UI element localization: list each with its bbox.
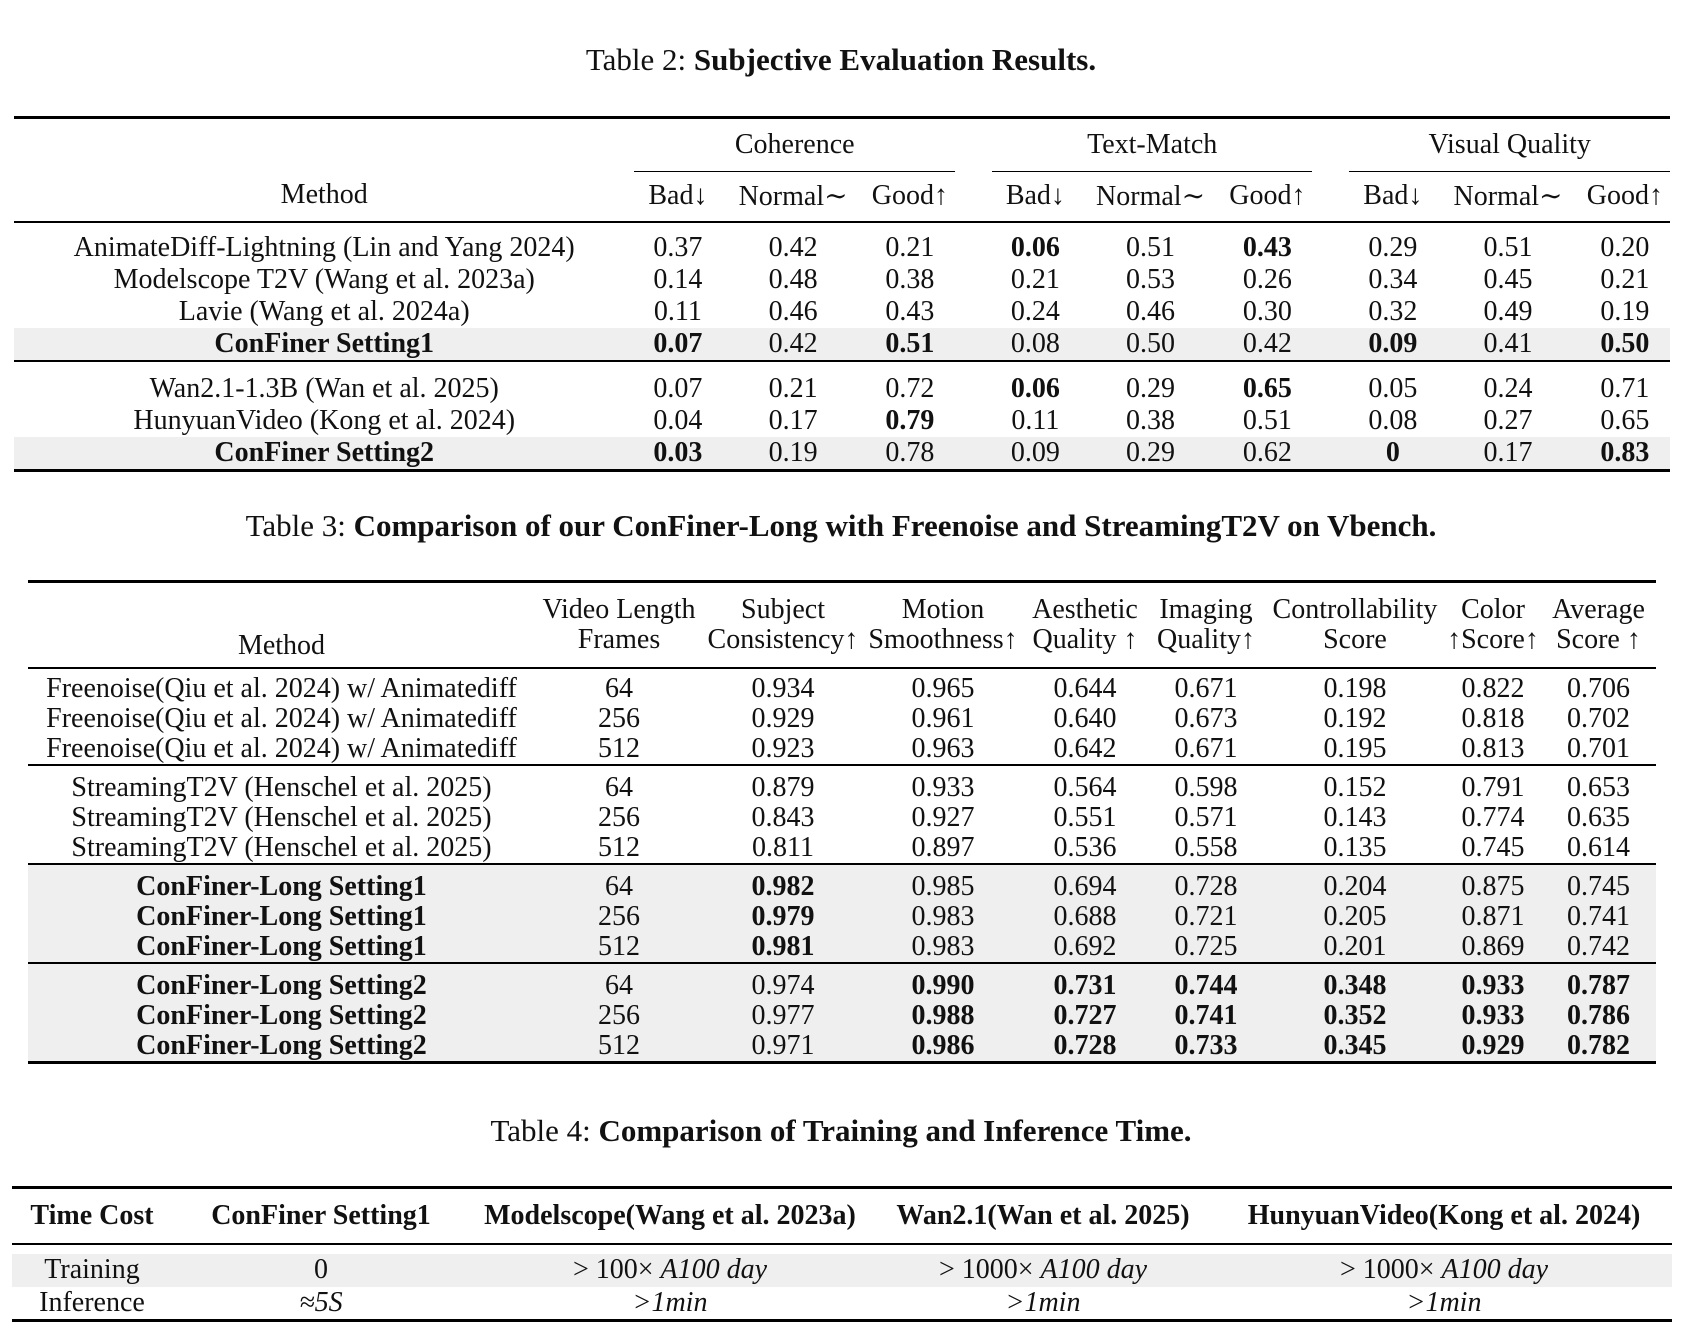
- table3-cell: 0.352: [1265, 1001, 1445, 1031]
- table3-cell: 0.536: [1053, 831, 1117, 863]
- table4-header-confiner: ConFiner Setting1: [172, 1188, 470, 1244]
- table2-cell: 0.38: [1126, 404, 1176, 436]
- table3-cell: 64: [605, 672, 633, 704]
- table2-cell: 0.24: [1436, 361, 1579, 405]
- table4-header-wan: Wan2.1(Wan et al. 2025): [870, 1188, 1216, 1244]
- table3-cell: 0.983: [863, 902, 1023, 932]
- table2-cell: 0.04: [653, 404, 703, 436]
- table3-method: StreamingT2V (Henschel et al. 2025): [28, 765, 535, 803]
- table2-cell: 0.42: [721, 328, 864, 361]
- table3-cell: 0.990: [863, 963, 1023, 1001]
- table3-cell: 0.728: [1023, 1031, 1147, 1063]
- table2-cell: 0.65: [1600, 404, 1650, 436]
- table2-cell: 0.65: [1222, 361, 1312, 405]
- table3-cell: 0.927: [911, 801, 975, 833]
- table3-cell: 0.933: [1445, 1001, 1541, 1031]
- table2-row: [14, 264, 1670, 296]
- table4-header-hunyuan: HunyuanVideo(Kong et al. 2024): [1216, 1188, 1672, 1244]
- table3-cell: 64: [535, 963, 703, 1001]
- table2-cell: 0.05: [1349, 361, 1436, 405]
- table2-cell: 0.07: [634, 361, 721, 405]
- table2-cell: 0.07: [634, 328, 721, 361]
- table3-row: [28, 864, 1656, 902]
- table3-cell: 0.923: [751, 732, 815, 764]
- table3-row: [28, 668, 1656, 704]
- table3-cell: 0.971: [703, 1031, 863, 1063]
- table2-method: AnimateDiff-Lightning (Lin and Yang 2024): [73, 231, 575, 263]
- table2-cell: 0.53: [1126, 263, 1176, 295]
- table3-cell: 0.787: [1541, 963, 1656, 1001]
- table2-method-header: Method: [14, 118, 634, 222]
- table2-cell: 0.45: [1483, 263, 1533, 295]
- table3-cell: 0.204: [1265, 864, 1445, 902]
- table3-cell: 0.692: [1023, 932, 1147, 963]
- table2-cell: 0.32: [1368, 295, 1418, 327]
- table3-cell: 0.933: [1445, 963, 1541, 1001]
- table3-cell: 0.205: [1265, 902, 1445, 932]
- table3-cell: 0.818: [1461, 702, 1525, 734]
- table3-cell: 512: [535, 1031, 703, 1063]
- table3-cell: 0.869: [1445, 932, 1541, 963]
- table3-row: [28, 803, 1656, 833]
- table2-cell: 0.46: [1126, 295, 1176, 327]
- table2-cell: 0.21: [721, 361, 864, 405]
- table3-cell: 0.813: [1461, 732, 1525, 764]
- table3-row: [28, 902, 1656, 932]
- table3-method: ConFiner-Long Setting2: [28, 1001, 535, 1031]
- table3-header-color-score: Color ↑Score↑: [1445, 582, 1541, 668]
- table3-cell: 0.745: [1541, 864, 1656, 902]
- table3-cell: 0.733: [1147, 1031, 1265, 1063]
- table2-cell: 0.48: [768, 263, 818, 295]
- table2-cell: 0.46: [768, 295, 818, 327]
- table4-row-inference: [12, 1287, 1672, 1321]
- table2-cell: 0.43: [1242, 231, 1292, 263]
- table4-row-training: [12, 1254, 1672, 1287]
- table3-row: [28, 932, 1656, 963]
- table3-cell: 0.702: [1567, 702, 1630, 734]
- table2-cell: 0.51: [1483, 231, 1533, 263]
- table3-cell: 0.671: [1174, 732, 1238, 764]
- table2-cell: 0.09: [992, 437, 1079, 471]
- table3-cell: 0.192: [1323, 702, 1387, 734]
- table3-cell: 0.642: [1053, 732, 1117, 764]
- table3-method: Freenoise(Qiu et al. 2024) w/ Animatediff: [46, 702, 517, 734]
- table3-caption: Table 3: Comparison of our ConFiner-Long with Freenoise and StreamingT2V on Vbench.: [245, 508, 1437, 543]
- table2-cell: 0.09: [1349, 328, 1436, 361]
- table3-cell: 0.201: [1265, 932, 1445, 963]
- table3-cell: 0.135: [1323, 831, 1387, 863]
- table3-header-video-length: Video Length Frames: [535, 582, 703, 668]
- table2-cell: 0.83: [1580, 437, 1670, 471]
- table3-cell: 0.731: [1023, 963, 1147, 1001]
- table3-header-subject-consistency: Subject Consistency↑: [703, 582, 863, 668]
- table3-cell: 0.979: [703, 902, 863, 932]
- table2-cell: 0.78: [865, 437, 955, 471]
- table2-cell: 0.24: [1010, 295, 1060, 327]
- table3-cell: 64: [535, 765, 703, 803]
- table2-cell: 0.49: [1483, 295, 1533, 327]
- table2-subcol-normal: Normal∼: [1436, 172, 1579, 222]
- table2-cell: 0.42: [1222, 328, 1312, 361]
- table3-cell: 256: [598, 801, 640, 833]
- table3-cell: 0.977: [703, 1001, 863, 1031]
- table3-cell: 0.988: [863, 1001, 1023, 1031]
- table2-method: HunyuanVideo (Kong et al. 2024): [133, 404, 516, 436]
- table3-row: [28, 1031, 1656, 1063]
- table3-cell: 0.929: [751, 702, 815, 734]
- table2-cell: 0.19: [721, 437, 864, 471]
- table4-cell: > 1000× A100 day: [1216, 1254, 1672, 1287]
- table2-cell: 0.38: [885, 263, 935, 295]
- table3-cell: 0.688: [1023, 902, 1147, 932]
- table2-subcol-bad: Bad↓: [992, 172, 1079, 222]
- table3-header-aesthetic-quality: Aesthetic Quality ↑: [1023, 582, 1147, 668]
- table3-method: StreamingT2V (Henschel et al. 2025): [71, 801, 492, 833]
- table3-cell: 0.348: [1265, 963, 1445, 1001]
- table2-cell: 0.20: [1600, 231, 1650, 263]
- table2-method: ConFiner Setting2: [14, 437, 634, 471]
- table2-cell: 0.79: [885, 404, 935, 436]
- table3-cell: 0.875: [1445, 864, 1541, 902]
- table3-cell: 0.879: [703, 765, 863, 803]
- table3-cell: 0.345: [1265, 1031, 1445, 1063]
- table2-cell: 0: [1349, 437, 1436, 471]
- table3-row: [28, 765, 1656, 803]
- table2-cell: 0.06: [992, 361, 1079, 405]
- table3-cell: 0.671: [1174, 672, 1238, 704]
- table3-cell: 0.981: [703, 932, 863, 963]
- table3-cell: 0.653: [1541, 765, 1656, 803]
- table4-cell: >1min: [1216, 1287, 1672, 1321]
- table2-subcol-bad: Bad↓: [634, 172, 721, 222]
- table3-cell: 0.741: [1541, 902, 1656, 932]
- table2-cell: 0.62: [1222, 437, 1312, 471]
- table4: [12, 1186, 1672, 1322]
- table3-cell: 0.558: [1174, 831, 1238, 863]
- table2-method: Lavie (Wang et al. 2024a): [178, 295, 470, 327]
- table3-cell: 512: [535, 932, 703, 963]
- table3-cell: 0.982: [703, 864, 863, 902]
- table3-row: [28, 963, 1656, 1001]
- table2-cell: 0.29: [1368, 231, 1418, 263]
- table3-cell: 0.791: [1445, 765, 1541, 803]
- table3-header-motion-smoothness: Motion Smoothness↑: [863, 582, 1023, 668]
- table2-cell: 0.34: [1368, 263, 1418, 295]
- table3-cell: 0.983: [863, 932, 1023, 963]
- table2-row: [14, 328, 1670, 361]
- table2-cell: 0.11: [1011, 404, 1060, 436]
- table3-cell: 0.986: [863, 1031, 1023, 1063]
- table3-method: ConFiner-Long Setting2: [28, 963, 535, 1001]
- table2-subcol-good: Good↑: [865, 172, 955, 222]
- table2-subcol-normal: Normal∼: [1079, 172, 1222, 222]
- table3-cell: 256: [598, 702, 640, 734]
- table3-method-header: Method: [28, 582, 535, 668]
- table2-caption: Table 2: Subjective Evaluation Results.: [585, 42, 1097, 77]
- table3-cell: 0.963: [911, 732, 975, 764]
- table3-cell: 0.564: [1023, 765, 1147, 803]
- table2-cell: 0.50: [1580, 328, 1670, 361]
- table3-cell: 0.725: [1147, 932, 1265, 963]
- table2-cell: 0.72: [865, 361, 955, 405]
- table2-cell: 0.08: [1368, 404, 1418, 436]
- table3-header-average-score: Average Score ↑: [1541, 582, 1656, 668]
- table2-method: ConFiner Setting1: [14, 328, 634, 361]
- table4-cell: 0: [172, 1254, 470, 1287]
- table2-cell: 0.21: [1600, 263, 1650, 295]
- table2-cell: 0.27: [1483, 404, 1533, 436]
- table2-row: [14, 437, 1670, 471]
- table3-cell: 0.933: [863, 765, 1023, 803]
- table2-cell: 0.19: [1600, 295, 1650, 327]
- table2-group-coherence: Coherence: [634, 118, 955, 172]
- table3-cell: 0.742: [1541, 932, 1656, 963]
- table3-method: Freenoise(Qiu et al. 2024) w/ Animatediff: [46, 732, 517, 764]
- table2-cell: 0.51: [865, 328, 955, 361]
- table3-cell: 0.843: [751, 801, 815, 833]
- table3-cell: 0.152: [1265, 765, 1445, 803]
- table3-cell: 0.143: [1323, 801, 1387, 833]
- table3-header-controllability-score: Controllability Score: [1265, 582, 1445, 668]
- table2-row: [14, 361, 1670, 405]
- table3-cell: 0.198: [1323, 672, 1387, 704]
- table2-cell: 0.43: [885, 295, 935, 327]
- table4-label: Inference: [12, 1287, 172, 1321]
- table4-cell: >1min: [870, 1287, 1216, 1321]
- table3-cell: 0.721: [1147, 902, 1265, 932]
- table2-cell: 0.11: [653, 295, 702, 327]
- table2-cell: 0.42: [768, 231, 818, 263]
- table4-caption: Table 4: Comparison of Training and Inference Time.: [490, 1113, 1192, 1148]
- table3-cell: 256: [535, 902, 703, 932]
- table2-subcol-bad: Bad↓: [1349, 172, 1436, 222]
- table2-cell: 0.50: [1079, 328, 1222, 361]
- table3-method: ConFiner-Long Setting2: [28, 1031, 535, 1063]
- table2-cell: 0.51: [1126, 231, 1176, 263]
- table4-header-modelscope: Modelscope(Wang et al. 2023a): [470, 1188, 870, 1244]
- table3-cell: 0.929: [1445, 1031, 1541, 1063]
- table4-cell: ≈5S: [172, 1287, 470, 1321]
- table3-method: ConFiner-Long Setting1: [28, 864, 535, 902]
- table2-cell: 0.21: [1010, 263, 1060, 295]
- table3-cell: 0.741: [1147, 1001, 1265, 1031]
- table3-cell: 0.614: [1567, 831, 1630, 863]
- table3-cell: 64: [535, 864, 703, 902]
- table3-cell: 0.195: [1323, 732, 1387, 764]
- table3-cell: 0.640: [1053, 702, 1117, 734]
- table3-cell: 0.897: [911, 831, 975, 863]
- table3-cell: 0.974: [703, 963, 863, 1001]
- table3-cell: 512: [598, 831, 640, 863]
- table3-cell: 0.961: [911, 702, 975, 734]
- table3-cell: 0.706: [1567, 672, 1630, 704]
- table3-cell: 0.571: [1174, 801, 1238, 833]
- table4-cell: > 1000× A100 day: [870, 1254, 1216, 1287]
- table2-cell: 0.26: [1242, 263, 1292, 295]
- table3-cell: 0.694: [1023, 864, 1147, 902]
- table3-cell: 0.782: [1541, 1031, 1656, 1063]
- table2-cell: 0.29: [1079, 361, 1222, 405]
- table2-cell: 0.17: [768, 404, 818, 436]
- table2-row: [14, 222, 1670, 264]
- table2-cell: 0.21: [885, 231, 935, 263]
- table3-cell: 0.871: [1445, 902, 1541, 932]
- table2-cell: 0.71: [1580, 361, 1670, 405]
- table3-method: ConFiner-Long Setting1: [28, 902, 535, 932]
- table3-cell: 0.635: [1567, 801, 1630, 833]
- table2-cell: 0.03: [634, 437, 721, 471]
- table2-cell: 0.29: [1079, 437, 1222, 471]
- table4-header-time-cost: Time Cost: [12, 1188, 172, 1244]
- table3-method: StreamingT2V (Henschel et al. 2025): [71, 831, 492, 863]
- table3-cell: 512: [598, 732, 640, 764]
- table3-cell: 0.673: [1174, 702, 1238, 734]
- table3-cell: 0.728: [1147, 864, 1265, 902]
- table3-cell: 0.727: [1023, 1001, 1147, 1031]
- table3-header-imaging-quality: Imaging Quality↑: [1147, 582, 1265, 668]
- table3-cell: 0.811: [752, 831, 814, 863]
- table3-cell: 0.965: [911, 672, 975, 704]
- table2-cell: 0.51: [1242, 404, 1292, 436]
- table2-cell: 0.06: [1010, 231, 1060, 263]
- table3-cell: 0.745: [1461, 831, 1525, 863]
- table3-row: [28, 833, 1656, 864]
- table4-cell: >1min: [470, 1287, 870, 1321]
- table3-cell: 0.701: [1567, 732, 1630, 764]
- table3: [28, 580, 1656, 1064]
- table3-cell: 0.822: [1461, 672, 1525, 704]
- table2-method: Wan2.1-1.3B (Wan et al. 2025): [14, 361, 634, 405]
- table3-cell: 0.598: [1147, 765, 1265, 803]
- table2-group-visual-quality: Visual Quality: [1349, 118, 1670, 172]
- table3-cell: 0.744: [1147, 963, 1265, 1001]
- table2-cell: 0.17: [1436, 437, 1579, 471]
- table3-cell: 0.985: [863, 864, 1023, 902]
- table2-subcol-good: Good↑: [1222, 172, 1312, 222]
- table2-row: [14, 296, 1670, 328]
- table3-cell: 0.934: [751, 672, 815, 704]
- table4-label: Training: [12, 1254, 172, 1287]
- table2-cell: 0.08: [992, 328, 1079, 361]
- table2-cell: 0.41: [1436, 328, 1579, 361]
- table2-subcol-good: Good↑: [1580, 172, 1670, 222]
- table3-method: Freenoise(Qiu et al. 2024) w/ Animatediff: [46, 672, 517, 704]
- table3-cell: 0.644: [1053, 672, 1117, 704]
- table3-row: [28, 704, 1656, 734]
- table2-row: [14, 405, 1670, 437]
- table3-cell: 256: [535, 1001, 703, 1031]
- table3-cell: 0.551: [1053, 801, 1117, 833]
- table3-cell: 0.786: [1541, 1001, 1656, 1031]
- table2-subcol-normal: Normal∼: [721, 172, 864, 222]
- table3-row: [28, 1001, 1656, 1031]
- table3-cell: 0.774: [1461, 801, 1525, 833]
- table4-cell: > 100× A100 day: [470, 1254, 870, 1287]
- table2-cell: 0.37: [653, 231, 703, 263]
- table3-row: [28, 734, 1656, 765]
- table2-method: Modelscope T2V (Wang et al. 2023a): [113, 263, 535, 295]
- table2-group-text-match: Text-Match: [992, 118, 1313, 172]
- table3-method: ConFiner-Long Setting1: [28, 932, 535, 963]
- table2: [14, 116, 1670, 472]
- table2-cell: 0.14: [653, 263, 703, 295]
- table2-cell: 0.30: [1242, 295, 1292, 327]
